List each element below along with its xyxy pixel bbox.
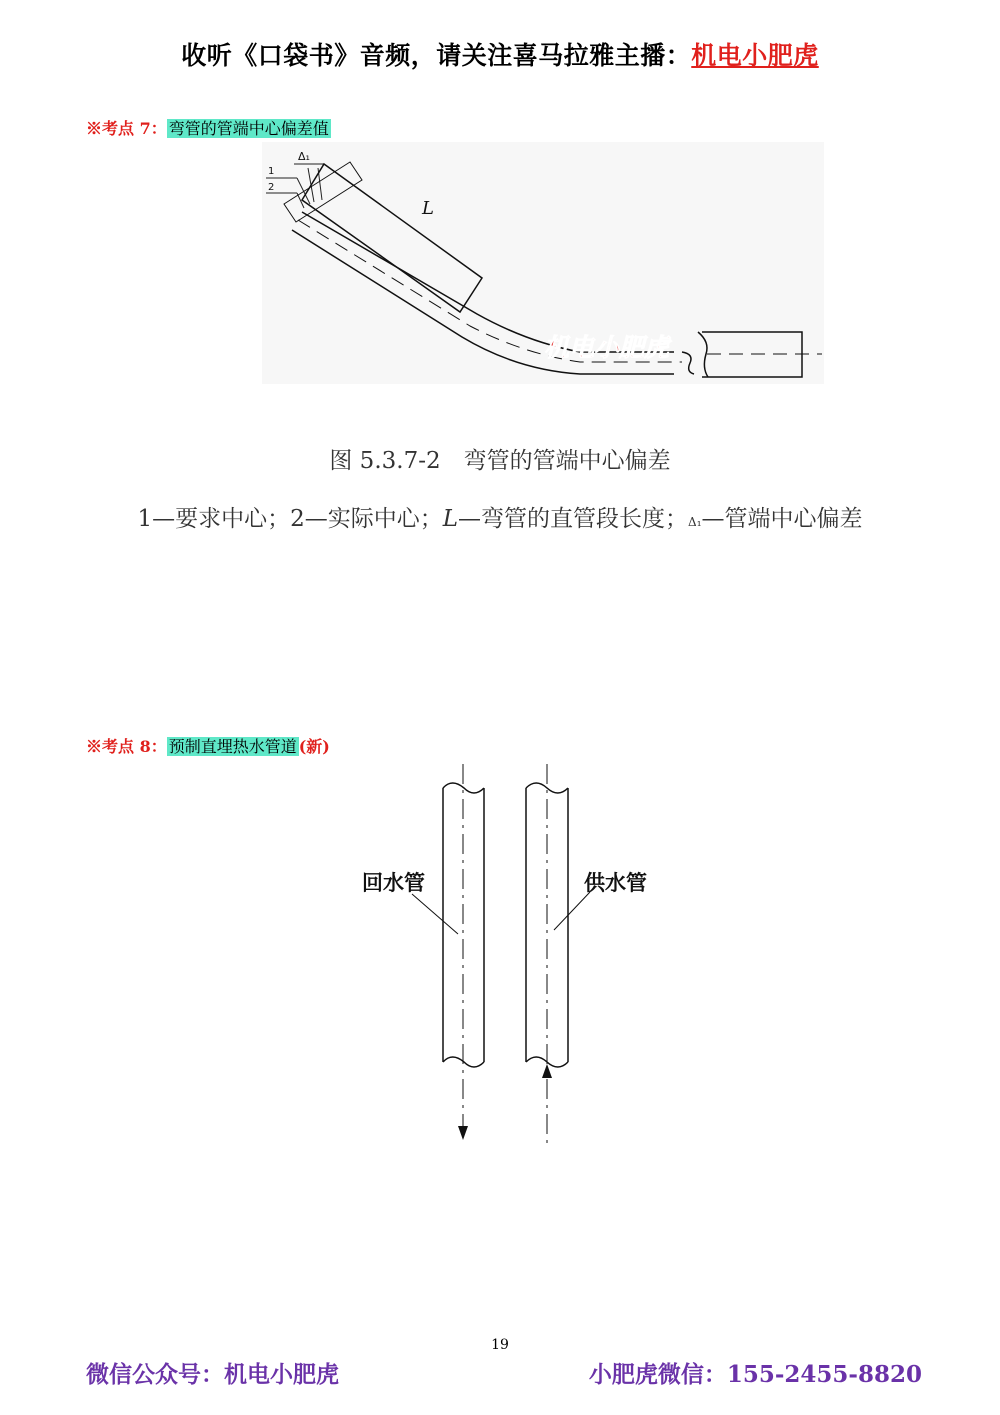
header-host-link[interactable]: 机电小肥虎 bbox=[691, 41, 819, 70]
supply-return-pipe-diagram bbox=[340, 760, 670, 1150]
bent-pipe-diagram bbox=[262, 142, 824, 384]
figure1-label-delta: Δ₁ bbox=[298, 150, 310, 163]
figure1-watermark: 机电小肥虎 bbox=[544, 333, 670, 362]
point8-mark: ※考点 8： bbox=[86, 737, 167, 756]
figure1-label-1: 1 bbox=[268, 166, 275, 177]
section-heading-point8 bbox=[86, 734, 330, 757]
header-prefix: 收听《口袋书》音频，请关注喜马拉雅主播： bbox=[181, 41, 692, 70]
point8-title: 预制直埋热水管道 bbox=[168, 737, 297, 756]
legend-sym-delta: Δ₁ bbox=[688, 515, 702, 529]
page-number: 19 bbox=[491, 1337, 509, 1353]
point8-new-tag: (新) bbox=[298, 737, 330, 756]
footer-wechat-account: 微信公众号：机电小肥虎 bbox=[86, 1361, 339, 1388]
legend-part-a: 1—要求中心；2—实际中心； bbox=[137, 506, 443, 532]
supply-pipe-label: 供水管 bbox=[584, 871, 647, 895]
legend-part-c: —管端中心偏差 bbox=[701, 506, 863, 532]
figure1-label-L: L bbox=[422, 198, 434, 219]
figure1-caption: 图 5.3.7-2 弯管的管端中心偏差 bbox=[329, 448, 671, 474]
section-heading-point7 bbox=[86, 116, 331, 139]
legend-part-b: —弯管的直管段长度； bbox=[458, 506, 689, 532]
figure1-legend bbox=[0, 500, 1000, 533]
footer-wechat-contact: 小肥虎微信：155-2455-8820 bbox=[588, 1361, 922, 1388]
page-header bbox=[0, 36, 1000, 72]
figure1-label-2: 2 bbox=[268, 182, 275, 193]
return-pipe-label: 回水管 bbox=[362, 871, 425, 895]
point7-title: 弯管的管端中心偏差值 bbox=[168, 119, 329, 138]
point7-mark: ※考点 7： bbox=[86, 119, 167, 138]
legend-var-L: L bbox=[442, 506, 459, 532]
